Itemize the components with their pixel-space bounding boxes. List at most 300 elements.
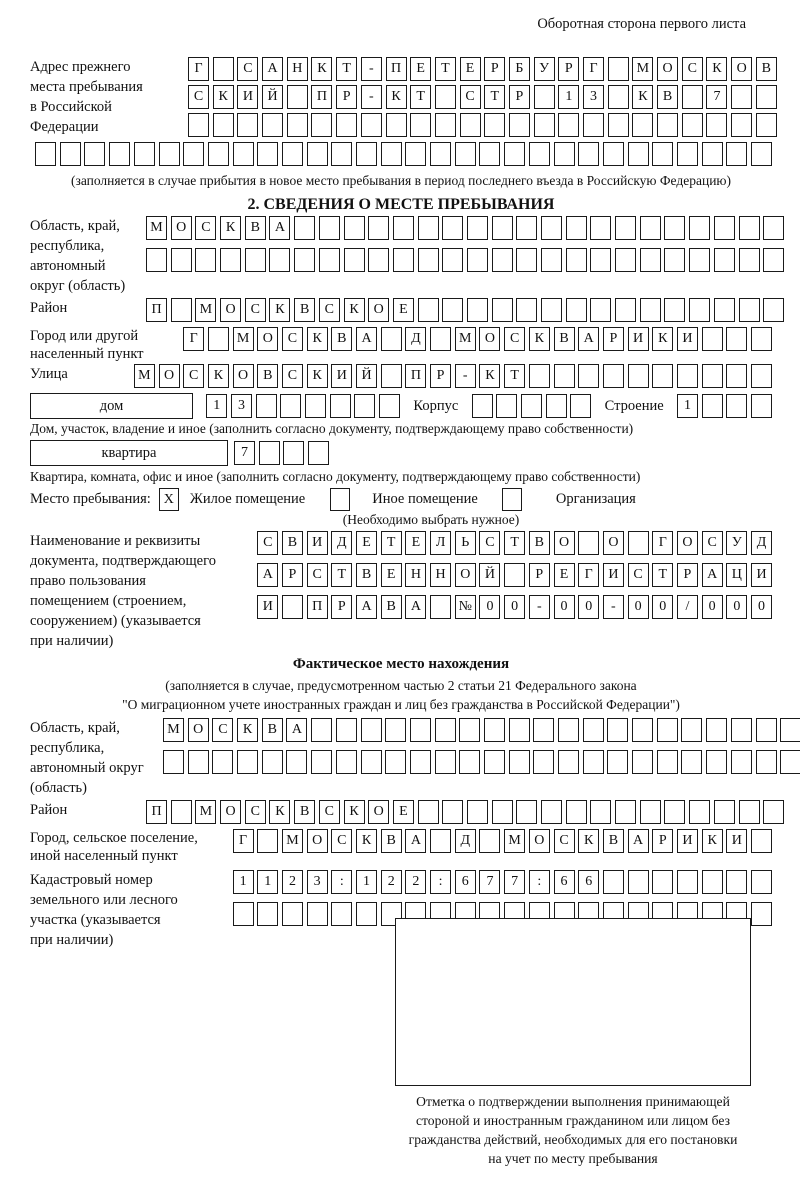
stay-type-label: Место пребывания: [30, 491, 151, 507]
char-box: Е [393, 298, 414, 322]
char-box: : [331, 870, 352, 894]
city-label [30, 327, 178, 363]
char-box: В [603, 829, 624, 853]
char-box: О [479, 327, 500, 351]
char-box: : [529, 870, 550, 894]
char-box: Р [603, 327, 624, 351]
char-box [607, 750, 628, 774]
char-box [208, 327, 229, 351]
char-box: О [233, 364, 254, 388]
char-box [459, 750, 480, 774]
char-box: 7 [479, 870, 500, 894]
char-box [751, 829, 772, 853]
char-box: П [386, 57, 407, 81]
char-box [689, 216, 710, 240]
char-box: С [460, 85, 481, 109]
char-box: О [657, 57, 678, 81]
char-box: - [603, 595, 624, 619]
char-box: 0 [702, 595, 723, 619]
char-box [484, 750, 505, 774]
char-box: И [726, 829, 747, 853]
char-box [195, 248, 216, 272]
char-box: Ц [726, 563, 747, 587]
char-box: С [282, 364, 303, 388]
char-box: П [311, 85, 332, 109]
char-box [356, 902, 377, 926]
char-box: Л [430, 531, 451, 555]
char-box [208, 142, 229, 166]
char-box [492, 298, 513, 322]
char-box [615, 800, 636, 824]
char-box [702, 394, 723, 418]
label-line: на учет по месту пребывания [488, 1151, 658, 1166]
char-box: О [171, 216, 192, 240]
char-box: Г [188, 57, 209, 81]
char-box [603, 870, 624, 894]
option-other-premises-label: Иное помещение [372, 491, 478, 507]
city-actual-label [30, 829, 228, 865]
char-box [282, 595, 303, 619]
char-box: - [361, 57, 382, 81]
char-box: 1 [356, 870, 377, 894]
char-box: Д [455, 829, 476, 853]
char-box [331, 902, 352, 926]
char-box [731, 113, 752, 137]
char-box: С [195, 216, 216, 240]
char-box [608, 85, 629, 109]
char-box [418, 216, 439, 240]
char-box [590, 800, 611, 824]
char-box: О [307, 829, 328, 853]
char-box: В [282, 531, 303, 555]
char-box: Р [529, 563, 550, 587]
char-box [608, 57, 629, 81]
char-box: С [237, 57, 258, 81]
region-actual-rows [163, 718, 800, 774]
char-box: Д [751, 531, 772, 555]
char-box: С [504, 327, 525, 351]
apartment-type-box: квартира [30, 440, 228, 466]
char-box: 0 [504, 595, 525, 619]
char-box [566, 248, 587, 272]
char-box: К [307, 364, 328, 388]
char-box: А [356, 327, 377, 351]
stamp-caption [360, 1092, 786, 1168]
char-box: К [706, 57, 727, 81]
char-box [344, 216, 365, 240]
char-box: Р [558, 57, 579, 81]
char-box [640, 248, 661, 272]
char-box [632, 750, 653, 774]
char-box: Р [430, 364, 451, 388]
char-box [213, 57, 234, 81]
label-line: места пребывания [30, 79, 143, 95]
label-line: Федерации [30, 119, 99, 135]
char-box [590, 216, 611, 240]
char-box: Т [435, 57, 456, 81]
label-line: участка (указывается [30, 912, 161, 928]
house-number-boxes [206, 394, 400, 418]
apartment-row [30, 440, 772, 466]
char-box: К [307, 327, 328, 351]
char-box [336, 750, 357, 774]
char-box: Е [410, 57, 431, 81]
char-box [677, 364, 698, 388]
char-box [628, 870, 649, 894]
char-box [330, 394, 351, 418]
char-box: 3 [307, 870, 328, 894]
char-box [682, 113, 703, 137]
char-box-row [128, 364, 772, 388]
char-box [682, 85, 703, 109]
char-box [590, 298, 611, 322]
char-box: Б [509, 57, 530, 81]
char-box: М [195, 800, 216, 824]
char-box: С [682, 57, 703, 81]
char-box [702, 364, 723, 388]
char-box: С [319, 298, 340, 322]
char-box: 0 [628, 595, 649, 619]
label-line: округ (область) [30, 278, 126, 294]
char-box [294, 216, 315, 240]
char-box: А [262, 57, 283, 81]
label-line: иной населенный пункт [30, 848, 178, 864]
char-box [664, 216, 685, 240]
label-line: населенный пункт [30, 346, 144, 362]
char-box [430, 327, 451, 351]
char-box [311, 750, 332, 774]
char-box [280, 394, 301, 418]
char-box [516, 800, 537, 824]
apartment-number-boxes [234, 441, 329, 465]
char-box: Д [331, 531, 352, 555]
region-label [30, 216, 146, 296]
char-box [442, 216, 463, 240]
char-box [134, 142, 155, 166]
char-box: В [257, 364, 278, 388]
char-box: С [628, 563, 649, 587]
char-box-row [208, 870, 772, 894]
char-box [751, 364, 772, 388]
char-box [751, 142, 772, 166]
char-box: К [220, 216, 241, 240]
char-box: М [134, 364, 155, 388]
char-box: К [702, 829, 723, 853]
char-box [657, 113, 678, 137]
char-box [702, 870, 723, 894]
char-box [163, 750, 184, 774]
char-box: 2 [381, 870, 402, 894]
char-box: Т [331, 563, 352, 587]
char-box [541, 800, 562, 824]
char-box [286, 750, 307, 774]
char-box: Т [484, 85, 505, 109]
checkbox-other-premises [330, 488, 350, 511]
char-box [664, 298, 685, 322]
char-box [714, 216, 735, 240]
char-box: К [269, 298, 290, 322]
char-box [307, 902, 328, 926]
char-box [689, 248, 710, 272]
char-box: В [294, 800, 315, 824]
char-box [583, 718, 604, 742]
char-box: А [269, 216, 290, 240]
char-box [756, 718, 777, 742]
char-box [146, 248, 167, 272]
char-box [702, 142, 723, 166]
char-box [282, 142, 303, 166]
char-box [256, 394, 277, 418]
label-line: республика, [30, 238, 105, 254]
char-box [282, 902, 303, 926]
char-box [442, 248, 463, 272]
char-box [361, 113, 382, 137]
char-box [652, 870, 673, 894]
char-box [257, 142, 278, 166]
char-box: И [677, 829, 698, 853]
char-box [435, 718, 456, 742]
char-box [726, 142, 747, 166]
char-box: С [245, 298, 266, 322]
char-box: Г [652, 531, 673, 555]
char-box: Г [233, 829, 254, 853]
char-box [257, 902, 278, 926]
label-line: (заполняется в случае, предусмотренном частью 2 статьи 21 Федерального закона [165, 678, 637, 693]
char-box [311, 718, 332, 742]
label-line: (область) [30, 780, 87, 796]
char-box [336, 718, 357, 742]
char-box: : [430, 870, 451, 894]
char-box: О [368, 298, 389, 322]
char-box [305, 394, 326, 418]
char-box: М [282, 829, 303, 853]
char-box [381, 364, 402, 388]
char-box: В [262, 718, 283, 742]
char-box: Е [460, 57, 481, 81]
field-district [30, 298, 772, 322]
label-line: Город, сельское поселение, [30, 830, 198, 846]
char-box [159, 142, 180, 166]
char-box: С [245, 800, 266, 824]
char-box-row [146, 298, 784, 322]
char-box: П [146, 298, 167, 322]
char-box [418, 298, 439, 322]
char-box [681, 718, 702, 742]
char-box [386, 113, 407, 137]
label-line: автономный [30, 258, 106, 274]
char-box-row [188, 85, 777, 109]
char-box [534, 113, 555, 137]
char-box [516, 248, 537, 272]
char-box [294, 248, 315, 272]
char-box: С [188, 85, 209, 109]
option-residential-label: Жилое помещение [189, 491, 306, 507]
char-box [689, 298, 710, 322]
previous-address-rows [188, 57, 777, 137]
char-box [262, 750, 283, 774]
char-box [418, 248, 439, 272]
char-box [541, 216, 562, 240]
char-box [578, 531, 599, 555]
field-region [30, 216, 772, 296]
char-box [233, 142, 254, 166]
char-box [393, 216, 414, 240]
char-box: С [257, 531, 278, 555]
label-line: в Российской [30, 99, 112, 115]
char-box: 1 [558, 85, 579, 109]
char-box: В [356, 563, 377, 587]
char-box [529, 142, 550, 166]
stroenie-boxes [677, 394, 772, 418]
char-box [188, 750, 209, 774]
char-box [554, 364, 575, 388]
char-box [60, 142, 81, 166]
char-box: У [534, 57, 555, 81]
char-box: В [381, 829, 402, 853]
char-box [183, 142, 204, 166]
char-box: М [455, 327, 476, 351]
char-box: А [405, 595, 426, 619]
char-box [763, 298, 784, 322]
char-box [393, 248, 414, 272]
char-box [652, 364, 673, 388]
char-box: Г [183, 327, 204, 351]
section2-title: 2. СВЕДЕНИЯ О МЕСТЕ ПРЕБЫВАНИЯ [247, 196, 555, 213]
previous-address-label [30, 57, 188, 137]
char-box: О [257, 327, 278, 351]
char-box: О [455, 563, 476, 587]
char-box: К [578, 829, 599, 853]
char-box-row [146, 800, 784, 824]
char-box [640, 800, 661, 824]
char-box: - [529, 595, 550, 619]
actual-location-title: Фактическое место нахождения [292, 656, 510, 672]
char-box: И [257, 595, 278, 619]
char-box [311, 113, 332, 137]
char-box [509, 718, 530, 742]
char-box [361, 718, 382, 742]
char-box [534, 85, 555, 109]
char-box [706, 750, 727, 774]
actual-location-note [30, 676, 772, 714]
char-box: 6 [455, 870, 476, 894]
char-box [171, 298, 192, 322]
char-box [381, 327, 402, 351]
char-box: О [731, 57, 752, 81]
char-box: 7 [706, 85, 727, 109]
char-box: Е [356, 531, 377, 555]
char-box-row [228, 829, 772, 853]
char-box: М [146, 216, 167, 240]
char-box [361, 750, 382, 774]
char-box [546, 394, 567, 418]
char-box: К [237, 718, 258, 742]
char-box [220, 248, 241, 272]
char-box: Г [578, 563, 599, 587]
char-box: Й [479, 563, 500, 587]
char-box: № [455, 595, 476, 619]
char-box [702, 327, 723, 351]
char-box [664, 800, 685, 824]
char-box [756, 113, 777, 137]
field-previous-address [30, 57, 772, 137]
field-city-actual [30, 829, 772, 865]
char-box [237, 113, 258, 137]
char-box [269, 248, 290, 272]
char-box [257, 829, 278, 853]
char-box [307, 142, 328, 166]
cadastral-label [30, 870, 208, 950]
char-box [233, 902, 254, 926]
char-box: А [405, 829, 426, 853]
char-box [354, 394, 375, 418]
field-street [30, 364, 772, 388]
char-box [714, 248, 735, 272]
char-box [689, 800, 710, 824]
char-box: К [386, 85, 407, 109]
char-box [706, 718, 727, 742]
char-box [410, 113, 431, 137]
char-box-row-full-width [30, 142, 772, 166]
char-box: М [233, 327, 254, 351]
char-box: И [237, 85, 258, 109]
label-line: Область, край, [30, 720, 120, 736]
char-box [509, 113, 530, 137]
char-box [541, 248, 562, 272]
char-box: И [307, 531, 328, 555]
stay-type-note: (Необходимо выбрать нужное) [342, 512, 520, 527]
char-box: И [628, 327, 649, 351]
char-box: 1 [233, 870, 254, 894]
char-box [262, 113, 283, 137]
char-box: В [529, 531, 550, 555]
char-box [714, 298, 735, 322]
option-organization-label: Организация [555, 491, 636, 507]
char-box: У [726, 531, 747, 555]
char-box: С [331, 829, 352, 853]
char-box [677, 870, 698, 894]
char-box: 1 [677, 394, 698, 418]
char-box: О [603, 531, 624, 555]
char-box: В [657, 85, 678, 109]
char-box [640, 298, 661, 322]
char-box-row [248, 531, 772, 555]
char-box: 3 [583, 85, 604, 109]
char-box [681, 750, 702, 774]
char-box [418, 800, 439, 824]
label-line: Город или другой [30, 328, 139, 344]
label-line: автономный округ [30, 760, 144, 776]
char-box [751, 902, 772, 926]
char-box: И [331, 364, 352, 388]
char-box [467, 298, 488, 322]
char-box: Р [509, 85, 530, 109]
char-box [731, 750, 752, 774]
char-box [558, 718, 579, 742]
char-box: М [632, 57, 653, 81]
char-box [726, 394, 747, 418]
char-box: К [344, 800, 365, 824]
char-box: К [529, 327, 550, 351]
char-box: - [361, 85, 382, 109]
char-box [628, 531, 649, 555]
char-box [756, 85, 777, 109]
char-box [356, 142, 377, 166]
char-box [479, 829, 500, 853]
char-box [521, 394, 542, 418]
char-box [558, 113, 579, 137]
char-box: С [702, 531, 723, 555]
